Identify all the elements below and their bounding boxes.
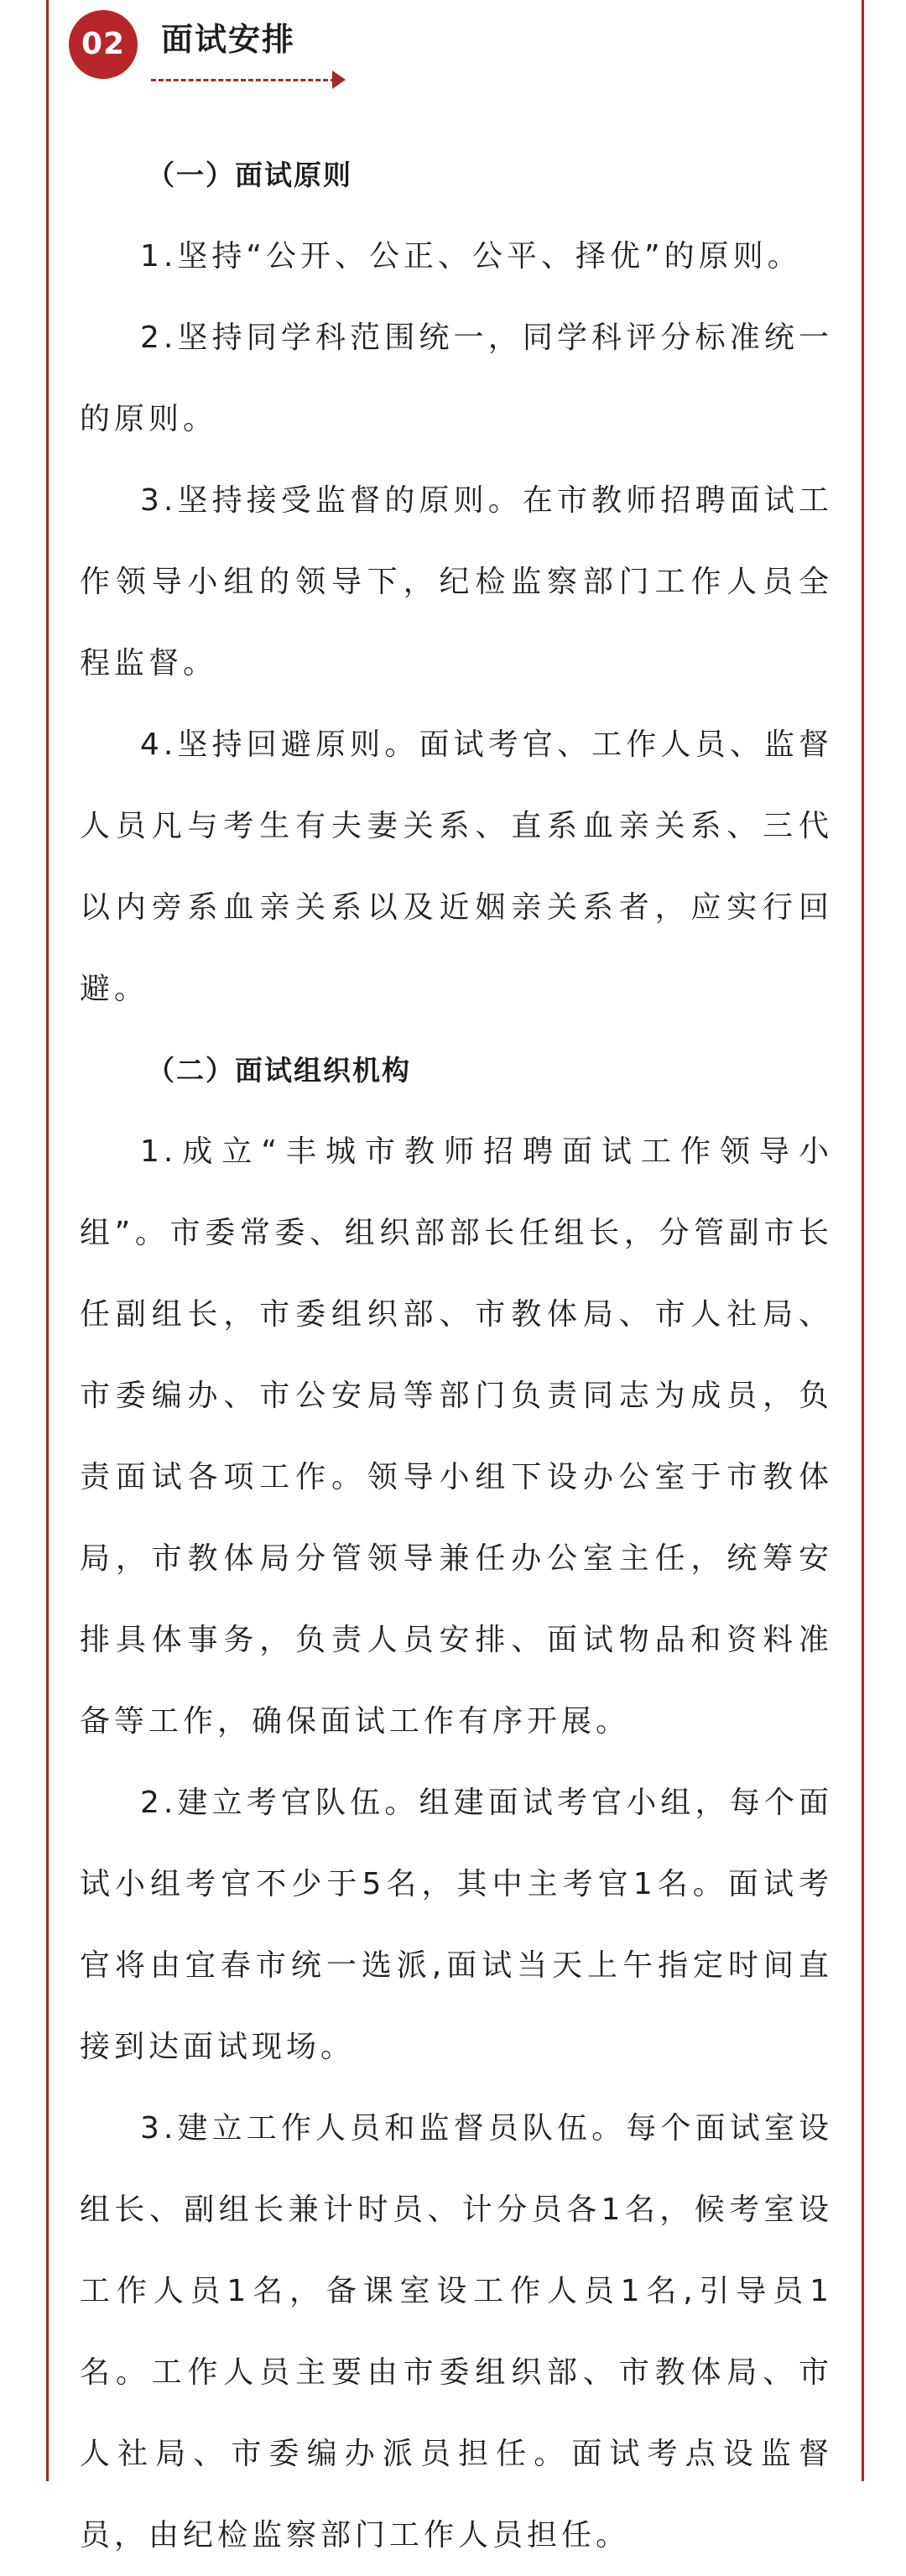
paragraph: 4.坚持回避原则。面试考官、工作人员、监督人员凡与考生有夫妻关系、直系血亲关系、三代以内旁系血亲关系以及近姻亲关系者，应实行回避。 xyxy=(80,727,833,1006)
subheading-organization: （二）面试组织机构 xyxy=(147,1054,411,1087)
article-body xyxy=(80,134,833,2576)
section-header xyxy=(69,10,656,102)
paragraph: 3.建立工作人员和监督员队伍。每个面试室设组长、副组长兼计时员、计分员各1名，候考室设工作人员1名，备课室设工作人员1名,引导员1名。工作人员主要由市委组织部、市教体局、市人社局、市委编办派员担任。面试考点设监督员，由纪检监察部门工作人员担任。 xyxy=(80,2111,833,2553)
section-principles xyxy=(80,134,833,1030)
paragraph: 1.坚持“公开、公正、公平、择优”的原则。 xyxy=(140,239,802,274)
dashed-arrow-line xyxy=(151,79,336,81)
arrow-head-icon xyxy=(332,70,346,89)
paragraph: 1.成立“丰城市教师招聘面试工作领导小组”。市委常委、组织部部长任组长，分管副市长任副组长，市委组织部、市教体局、市人社局、市委编办、市公安局等部门负责同志为成员，负责面试各项工作。领导小组下设办公室于市教体局，市教体局分管领导兼任办公室主任，统筹安排具体事务，负责人员安排、面试物品和资料准备等工作，确保面试工作有序开展。 xyxy=(80,1134,833,1739)
paragraph: 2.建立考官队伍。组建面试考官小组，每个面试小组考官不少于5名，其中主考官1名。面试考官将由宜春市统一选派,面试当天上午指定时间直接到达面试现场。 xyxy=(80,1786,833,2064)
section-title: 面试安排 xyxy=(161,21,296,58)
subheading-principles: （一）面试原则 xyxy=(147,159,352,191)
section-number-badge: 02 xyxy=(69,10,138,79)
paragraph: 2.坚持同学科范围统一，同学科评分标准统一的原则。 xyxy=(80,321,833,436)
paragraph: 3.坚持接受监督的原则。在市教师招聘面试工作领导小组的领导下，纪检监察部门工作人员全程监督。 xyxy=(80,483,833,681)
section-organization xyxy=(80,1030,833,2576)
